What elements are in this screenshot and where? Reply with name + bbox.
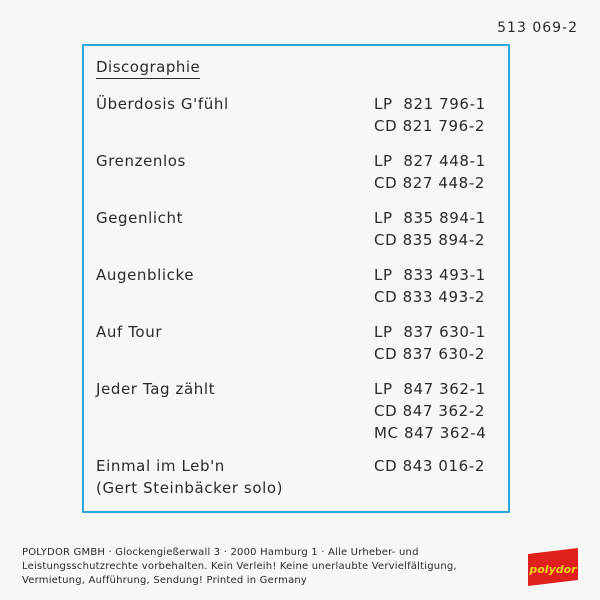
catalog-codes <box>374 93 486 137</box>
footer-line: Vermietung, Aufführung, Sendung! Printed in Germany <box>22 575 308 586</box>
catalog-codes <box>374 455 485 477</box>
catalog-code: CD 843 016-2 <box>374 457 485 475</box>
album-title: Jeder Tag zählt <box>96 380 216 398</box>
footer-line: POLYDOR GMBH · Glockengießerwall 3 · 2000 Hamburg 1 · Alle Urheber- und <box>22 547 419 558</box>
album-title: Auf Tour <box>96 323 163 341</box>
album-title: Einmal im Leb'n <box>96 457 225 475</box>
footer-line: Leistungsschutzrechte vorbehalten. Kein Verleih! Keine unerlaubte Vervielfältigung, <box>22 561 457 572</box>
catalog-codes <box>374 207 486 251</box>
catalog-code: LP 827 448-1 <box>374 152 486 170</box>
catalog-code: CD 847 362-2 <box>374 402 485 420</box>
album-title: Grenzenlos <box>96 152 186 170</box>
catalog-code: CD 833 493-2 <box>374 288 485 306</box>
catalog-code: MC 847 362-4 <box>374 424 487 442</box>
catalog-code: LP 847 362-1 <box>374 380 486 398</box>
album-subtitle: (Gert Steinbäcker solo) <box>96 479 284 497</box>
legal-footer <box>22 546 502 588</box>
catalog-code: LP 833 493-1 <box>374 266 486 284</box>
catalog-code: CD 835 894-2 <box>374 231 485 249</box>
catalog-code: CD 827 448-2 <box>374 174 485 192</box>
catalog-codes <box>374 264 486 308</box>
album-title: Augenblicke <box>96 266 195 284</box>
catalog-codes <box>374 321 486 365</box>
catalog-code: CD 837 630-2 <box>374 345 485 363</box>
discography-heading: Discographie <box>96 58 200 79</box>
album-title: Gegenlicht <box>96 209 184 227</box>
catalog-codes <box>374 150 486 194</box>
catalog-number: 513 069-2 <box>497 20 578 36</box>
catalog-codes <box>374 378 486 444</box>
catalog-code: LP 835 894-1 <box>374 209 486 227</box>
catalog-code: LP 821 796-1 <box>374 95 486 113</box>
polydor-logo <box>524 548 582 586</box>
catalog-code: CD 821 796-2 <box>374 117 485 135</box>
logo-text: polydor <box>529 563 577 576</box>
catalog-code: LP 837 630-1 <box>374 323 486 341</box>
album-title: Überdosis G'fühl <box>96 95 229 113</box>
